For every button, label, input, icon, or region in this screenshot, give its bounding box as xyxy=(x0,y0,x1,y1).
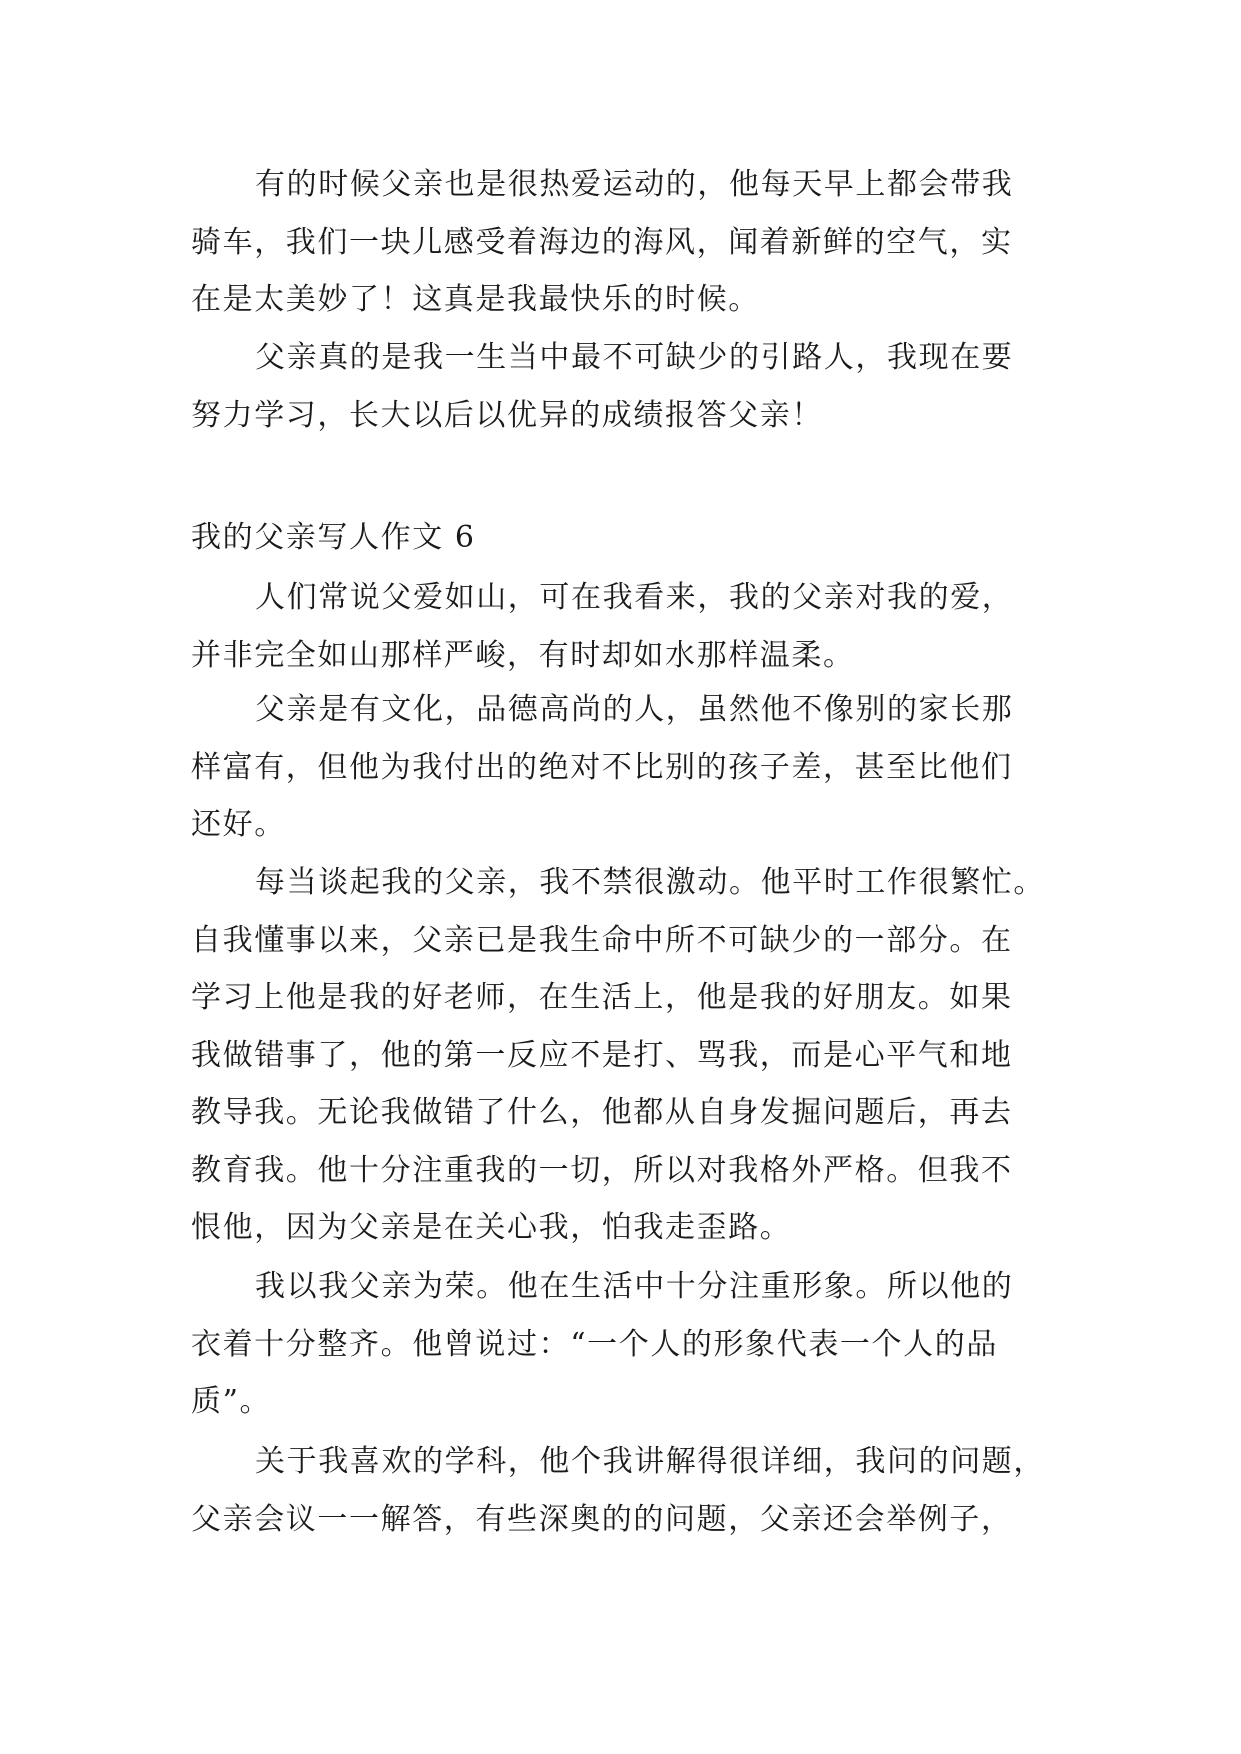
text-line: 还好。 xyxy=(191,807,286,842)
text-line: 在是太美妙了！这真是我最快乐的时候。 xyxy=(191,282,760,317)
paragraph xyxy=(191,1433,1051,1548)
text-line: 我做错事了，他的第一反应不是打、骂我，而是心平气和地 xyxy=(191,1037,1013,1073)
text-line: 人们常说父爱如山，可在我看来，我的父亲对我的爱， xyxy=(255,580,1014,615)
text-line: 关于我喜欢的学科，他个我讲解得很详细，我问的问题， xyxy=(255,1444,1045,1479)
text-line: 衣着十分整齐。他曾说过：“一个人的形象代表一个人的品 xyxy=(191,1326,998,1362)
text-line: 有的时候父亲也是很热爱运动的，他每天早上都会带我 xyxy=(255,167,1014,202)
section-heading: 我的父亲写人作文 6 xyxy=(191,520,476,555)
text-line: 父亲会议一一解答，有些深奥的的问题，父亲还会举例子， xyxy=(191,1501,1013,1537)
text-line: 骑车，我们一块儿感受着海边的海风，闻着新鲜的空气，实 xyxy=(191,224,1013,260)
text-line: 并非完全如山那样严峻，有时却如水那样温柔。 xyxy=(191,637,855,673)
paragraph xyxy=(191,156,1051,329)
text-line: 每当谈起我的父亲，我不禁很激动。他平时工作很繁忙。 xyxy=(255,865,1045,900)
paragraph xyxy=(191,329,1051,444)
paragraph xyxy=(191,569,1051,684)
text-line: 我以我父亲为荣。他在生活中十分注重形象。所以他的 xyxy=(255,1269,1014,1304)
paragraph xyxy=(191,1258,1051,1431)
text-line: 样富有，但他为我付出的绝对不比别的孩子差，甚至比他们 xyxy=(191,749,1013,785)
text-line: 教导我。无论我做错了什么，他都从自身发掘问题后，再去 xyxy=(191,1095,1013,1130)
text-line: 质”。 xyxy=(191,1384,272,1419)
text-line: 父亲真的是我一生当中最不可缺少的引路人，我现在要 xyxy=(255,340,1014,375)
text-line: 自我懂事以来，父亲已是我生命中所不可缺少的一部分。在 xyxy=(191,922,1013,958)
text-line: 学习上他是我的好老师，在生活上，他是我的好朋友。如果 xyxy=(191,980,1013,1015)
text-line: 教育我。他十分注重我的一切，所以对我格外严格。但我不 xyxy=(191,1152,1013,1188)
paragraph xyxy=(191,681,1051,854)
text-line: 恨他，因为父亲是在关心我，怕我走歪路。 xyxy=(191,1210,792,1245)
paragraph xyxy=(191,854,1051,1257)
text-line: 努力学习，长大以后以优异的成绩报答父亲！ xyxy=(191,397,823,433)
text-line: 父亲是有文化，品德高尚的人，虽然他不像别的家长那 xyxy=(255,692,1014,727)
